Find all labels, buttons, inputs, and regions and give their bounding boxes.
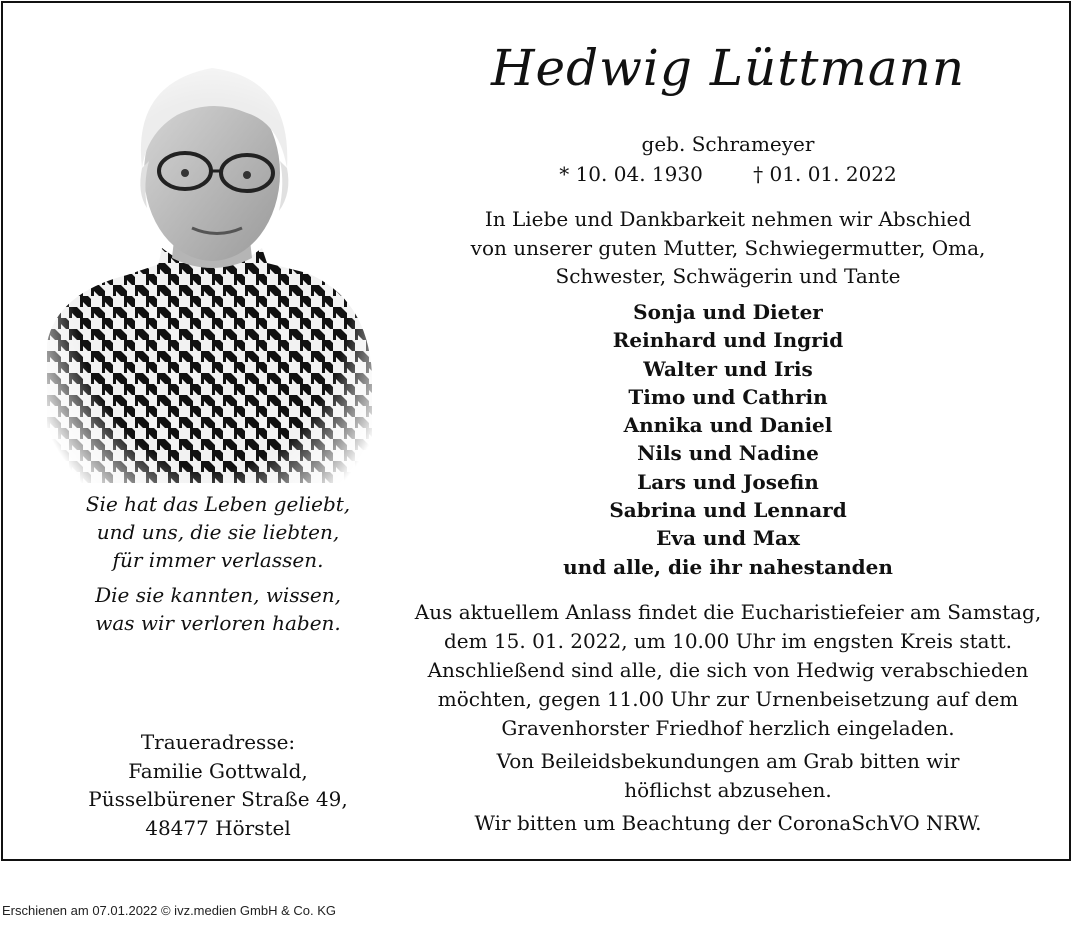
condolence-line: Von Beileidsbekundungen am Grab bitten wir (496, 749, 960, 773)
publication-footer: Erschienen am 07.01.2022 © ivz.medien GmbH & Co. KG (2, 903, 337, 918)
family-member: Timo und Cathrin (628, 384, 828, 409)
address-line: Traueradresse: (140, 730, 296, 754)
quote-second-stanza (33, 581, 403, 637)
family-member: Eva und Max (656, 526, 800, 551)
service-line: Gravenhorster Friedhof herzlich eingeladen. (501, 716, 955, 740)
address-line: Familie Gottwald, (128, 758, 308, 783)
life-dates (403, 161, 1053, 187)
corona-notice: Wir bitten um Beachtung der CoronaSchVO NRW. (474, 811, 982, 835)
death-date: † 01. 01. 2022 (753, 162, 897, 186)
quote-line: Sie hat das Leben geliebt, (85, 492, 351, 516)
service-line: dem 15. 01. 2022, um 10.00 Uhr im engsten Kreis statt. (444, 629, 1012, 653)
birth-date: * 10. 04. 1930 (559, 162, 703, 186)
farewell-line: Schwester, Schwägerin und Tante (555, 264, 901, 288)
service-line: möchten, gegen 11.00 Uhr zur Urnenbeisetzung auf dem (437, 687, 1019, 711)
address-line: 48477 Hörstel (145, 815, 291, 840)
family-member: Nils und Nadine (637, 441, 819, 466)
farewell-line: In Liebe und Dankbarkeit nehmen wir Abschied (484, 207, 972, 231)
farewell-text (403, 205, 1053, 291)
family-member: Reinhard und Ingrid (612, 328, 844, 353)
farewell-line: von unserer guten Mutter, Schwiegermutter, Oma, (470, 235, 986, 260)
service-line: Anschließend sind alle, die sich von Hedwig verabschieden (427, 658, 1029, 682)
family-member: Annika und Daniel (623, 413, 833, 438)
quote-line: für immer verlassen. (112, 548, 324, 572)
condolence-line: höflichst abzusehen. (624, 778, 832, 802)
condolence-paragraph (403, 747, 1053, 805)
service-info (403, 598, 1053, 842)
quote-line: Die sie kannten, wissen, (95, 583, 341, 607)
family-member: und alle, die ihr nahestanden (563, 554, 893, 579)
family-list (403, 298, 1053, 581)
service-line: Aus aktuellem Anlass findet die Eucharistiefeier am Samstag, (414, 600, 1042, 624)
quote-first-stanza (33, 490, 403, 574)
notice-frame (1, 1, 1071, 861)
service-paragraph (403, 598, 1053, 743)
quote-line: und uns, die sie liebten, (96, 520, 340, 544)
mourning-address (33, 728, 403, 842)
address-line: Püsselbürener Straße 49, (88, 787, 348, 811)
family-member: Lars und Josefin (637, 469, 819, 494)
family-member: Sabrina und Lennard (609, 498, 847, 523)
deceased-name: Hedwig Lüttmann (490, 39, 966, 97)
memorial-quote (33, 490, 403, 644)
family-member: Sonja und Dieter (633, 300, 823, 324)
family-member: Walter und Iris (643, 356, 813, 381)
quote-line: was wir verloren haben. (95, 611, 341, 635)
birth-name: geb. Schrameyer (641, 132, 815, 156)
portrait-photo (47, 43, 377, 483)
